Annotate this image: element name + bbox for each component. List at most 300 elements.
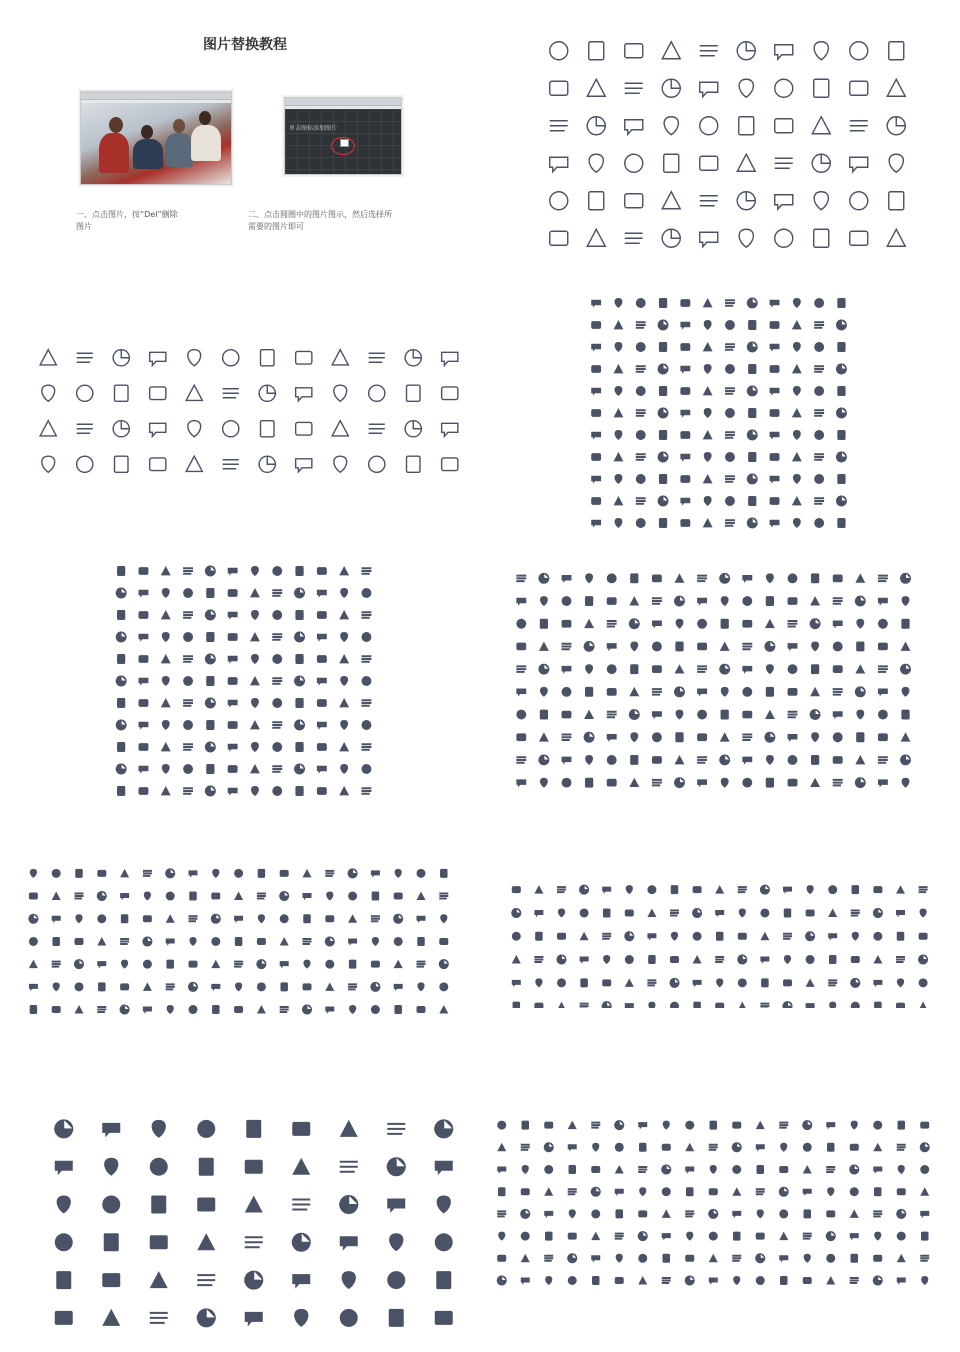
outline-large-icon — [625, 44, 643, 58]
glyph-small-a-icon — [704, 496, 712, 506]
glyph-large-icon — [104, 1158, 118, 1176]
glyph-small-e-icon — [670, 1002, 679, 1008]
glyph-small-f-icon — [497, 1211, 506, 1216]
glyph-small-b-icon — [162, 632, 170, 642]
outline-large-icon — [775, 79, 793, 97]
outline-medium-icon — [442, 458, 458, 471]
glyph-small-d-icon — [212, 869, 219, 878]
glyph-small-c-icon — [652, 780, 662, 786]
glyph-small-a-icon — [680, 431, 690, 439]
glyph-large-icon — [387, 1199, 405, 1214]
glyph-small-a-icon — [659, 298, 667, 308]
glyph-small-a-icon — [725, 320, 735, 330]
glyph-small-b-icon — [317, 590, 327, 598]
glyph-small-b-icon — [228, 656, 238, 664]
step1-caption: 一、点击图片，按“Del”删除图片 — [76, 210, 178, 231]
glyph-small-c-icon — [585, 664, 593, 674]
glyph-small-d-icon — [75, 938, 84, 945]
glyph-small-a-icon — [591, 497, 601, 505]
glyph-small-a-icon — [680, 299, 690, 307]
glyph-small-f-icon — [568, 1254, 577, 1263]
glyph-small-d-icon — [348, 914, 357, 923]
glyph-small-a-icon — [836, 364, 846, 374]
glyph-small-b-icon — [295, 632, 305, 642]
glyph-small-b-icon — [228, 700, 238, 708]
glyph-small-c-icon — [788, 597, 798, 605]
screenshot-photo-example — [80, 91, 232, 185]
glyph-small-d-icon — [29, 984, 38, 991]
glyph-small-f-icon — [756, 1233, 765, 1240]
glyph-small-b-icon — [339, 566, 349, 575]
glyph-small-a-icon — [703, 430, 713, 439]
glyph-small-f-icon — [779, 1187, 788, 1196]
glyph-small-d-icon — [166, 960, 174, 969]
glyph-small-f-icon — [685, 1276, 694, 1285]
glyph-small-f-icon — [804, 1254, 811, 1263]
outline-medium-icon — [369, 353, 385, 362]
glyph-large-icon — [102, 1273, 120, 1287]
glyph-small-d-icon — [166, 938, 175, 945]
glyph-small-c-icon — [765, 710, 775, 719]
outline-medium-icon — [40, 350, 56, 365]
glyph-small-c-icon — [766, 573, 774, 583]
glyph-small-a-icon — [636, 366, 646, 372]
glyph-small-e-icon — [693, 1002, 701, 1008]
outline-large-icon — [700, 196, 718, 206]
outline-large-icon — [887, 229, 905, 246]
glyph-small-a-icon — [680, 343, 690, 351]
glyph-small-a-icon — [837, 298, 845, 308]
glyph-small-b-icon — [116, 720, 126, 730]
glyph-small-c-icon — [788, 573, 798, 583]
glyph-small-f-icon — [662, 1233, 671, 1240]
glyph-small-f-icon — [826, 1167, 835, 1172]
outline-medium-icon — [369, 456, 385, 472]
glyph-small-d-icon — [120, 869, 129, 878]
glyph-small-d-icon — [325, 982, 334, 991]
glyph-small-c-icon — [855, 596, 865, 606]
glyph-small-d-icon — [417, 892, 426, 901]
glyph-small-f-icon — [709, 1278, 718, 1285]
glyph-small-b-icon — [205, 610, 215, 620]
glyph-small-f-icon — [638, 1232, 647, 1241]
glyph-small-e-icon — [513, 1002, 521, 1008]
glyph-small-c-icon — [516, 710, 526, 720]
glyph-small-c-icon — [697, 598, 707, 606]
glyph-small-e-icon — [738, 1002, 747, 1008]
glyph-small-c-icon — [742, 687, 752, 697]
glyph-small-c-icon — [697, 757, 707, 763]
glyph-small-c-icon — [607, 573, 617, 583]
glyph-small-f-icon — [897, 1232, 906, 1241]
glyph-large-icon — [292, 1233, 310, 1251]
glyph-small-f-icon — [591, 1123, 600, 1128]
glyph-small-b-icon — [117, 786, 125, 796]
glyph-small-a-icon — [615, 474, 623, 484]
glyph-small-b-icon — [295, 654, 303, 664]
glyph-small-c-icon — [675, 664, 685, 673]
glyph-small-f-icon — [803, 1121, 812, 1130]
glyph-small-d-icon — [371, 1005, 380, 1014]
glyph-small-b-icon — [228, 765, 238, 773]
outline-large-icon — [850, 121, 868, 131]
glyph-small-c-icon — [742, 575, 752, 583]
icon-set-glyph-small-e — [505, 878, 935, 1008]
glyph-small-b-icon — [228, 721, 238, 729]
glyph-small-e-icon — [852, 932, 859, 941]
glyph-small-a-icon — [837, 430, 845, 440]
glyph-small-f-icon — [497, 1255, 506, 1262]
glyph-small-d-icon — [280, 914, 289, 923]
outline-medium-icon — [115, 456, 129, 472]
glyph-small-c-icon — [607, 597, 617, 605]
glyph-small-e-icon — [557, 887, 566, 892]
glyph-small-a-icon — [615, 342, 623, 352]
glyph-small-c-icon — [697, 576, 707, 582]
outline-large-icon — [550, 157, 568, 172]
outline-medium-icon — [334, 385, 347, 401]
glyph-small-a-icon — [703, 386, 713, 395]
glyph-small-c-icon — [742, 666, 752, 674]
glyph-small-d-icon — [120, 939, 129, 944]
glyph-small-d-icon — [121, 960, 128, 969]
outline-large-icon — [889, 154, 903, 172]
glyph-small-a-icon — [636, 498, 646, 504]
glyph-small-a-icon — [836, 496, 846, 506]
glyph-small-d-icon — [257, 938, 266, 945]
glyph-small-d-icon — [439, 938, 448, 945]
glyph-small-f-icon — [521, 1232, 530, 1241]
glyph-small-c-icon — [675, 573, 685, 582]
glyph-small-e-icon — [873, 932, 882, 941]
glyph-small-e-icon — [897, 978, 904, 987]
outline-large-icon — [739, 117, 754, 135]
glyph-small-f-icon — [803, 1277, 812, 1284]
glyph-small-e-icon — [625, 978, 634, 987]
glyph-small-c-icon — [765, 642, 775, 652]
glyph-small-e-icon — [512, 886, 521, 893]
glyph-small-f-icon — [568, 1189, 577, 1194]
glyph-small-c-icon — [833, 598, 843, 604]
glyph-small-e-icon — [896, 885, 905, 894]
outline-large-icon — [737, 192, 755, 210]
glyph-small-b-icon — [250, 764, 260, 773]
glyph-small-b-icon — [272, 654, 282, 664]
glyph-small-a-icon — [748, 364, 756, 374]
glyph-small-a-icon — [792, 452, 802, 461]
glyph-small-c-icon — [742, 757, 752, 765]
outline-large-icon — [589, 154, 603, 172]
glyph-small-a-icon — [636, 298, 646, 308]
glyph-small-f-icon — [709, 1188, 718, 1195]
glyph-small-c-icon — [788, 621, 798, 627]
glyph-small-b-icon — [139, 722, 149, 730]
glyph-small-d-icon — [143, 960, 152, 969]
glyph-small-f-icon — [685, 1167, 694, 1174]
glyph-small-f-icon — [779, 1166, 788, 1173]
icon-set-glyph-small-c — [510, 567, 930, 792]
glyph-small-c-icon — [562, 757, 572, 765]
glyph-small-c-icon — [607, 734, 617, 742]
glyph-small-c-icon — [584, 710, 594, 719]
glyph-small-d-icon — [440, 869, 448, 878]
glyph-small-d-icon — [439, 982, 448, 991]
glyph-small-f-icon — [779, 1209, 788, 1218]
glyph-small-c-icon — [902, 596, 910, 606]
glyph-small-e-icon — [897, 932, 905, 941]
glyph-small-c-icon — [516, 733, 526, 741]
glyph-small-d-icon — [120, 1005, 129, 1014]
glyph-small-f-icon — [733, 1232, 741, 1241]
glyph-large-icon — [151, 1196, 166, 1214]
glyph-small-c-icon — [810, 596, 820, 605]
glyph-small-f-icon — [638, 1122, 647, 1129]
glyph-small-c-icon — [697, 710, 707, 720]
glyph-small-e-icon — [851, 910, 860, 915]
glyph-small-b-icon — [295, 676, 305, 686]
outline-medium-icon — [223, 421, 239, 437]
glyph-small-b-icon — [183, 720, 193, 730]
glyph-small-a-icon — [704, 320, 712, 330]
glyph-small-f-icon — [662, 1144, 671, 1151]
glyph-small-b-icon — [362, 568, 372, 574]
glyph-small-c-icon — [540, 619, 548, 629]
glyph-small-c-icon — [652, 642, 662, 652]
glyph-small-f-icon — [826, 1254, 835, 1263]
glyph-small-f-icon — [897, 1278, 906, 1285]
glyph-small-e-icon — [580, 932, 589, 941]
glyph-small-c-icon — [811, 664, 819, 674]
glyph-small-a-icon — [725, 476, 735, 482]
icon-set-glyph-small-a — [585, 292, 855, 532]
glyph-small-a-icon — [591, 432, 601, 440]
glyph-small-c-icon — [516, 643, 526, 651]
glyph-small-e-icon — [557, 955, 566, 964]
glyph-small-f-icon — [803, 1143, 812, 1152]
glyph-small-e-icon — [715, 910, 724, 917]
glyph-small-b-icon — [317, 634, 327, 642]
glyph-small-e-icon — [670, 956, 679, 963]
glyph-large-icon — [55, 1120, 73, 1138]
glyph-small-b-icon — [317, 722, 327, 730]
glyph-small-a-icon — [814, 386, 824, 396]
glyph-small-a-icon — [680, 519, 690, 527]
glyph-small-f-icon — [638, 1276, 647, 1285]
glyph-small-f-icon — [709, 1145, 718, 1150]
glyph-small-f-icon — [827, 1187, 834, 1196]
glyph-small-b-icon — [272, 678, 282, 684]
glyph-small-c-icon — [562, 687, 572, 697]
glyph-small-f-icon — [544, 1143, 553, 1152]
outline-large-icon — [587, 79, 605, 96]
glyph-small-a-icon — [680, 454, 690, 462]
glyph-small-b-icon — [161, 698, 171, 707]
glyph-small-b-icon — [228, 633, 238, 641]
glyph-small-e-icon — [920, 908, 927, 917]
glyph-small-a-icon — [636, 454, 646, 460]
glyph-small-b-icon — [183, 788, 193, 794]
glyph-small-d-icon — [53, 982, 60, 991]
glyph-small-a-icon — [636, 386, 646, 396]
glyph-small-e-icon — [558, 908, 565, 917]
glyph-small-c-icon — [675, 596, 685, 606]
glyph-small-c-icon — [630, 642, 638, 652]
glyph-small-a-icon — [591, 453, 601, 461]
glyph-small-c-icon — [539, 573, 549, 583]
glyph-small-b-icon — [362, 744, 372, 750]
glyph-small-b-icon — [206, 632, 214, 642]
glyph-small-e-icon — [670, 910, 679, 915]
glyph-small-c-icon — [629, 687, 639, 696]
outline-large-icon — [775, 158, 793, 168]
glyph-small-a-icon — [614, 320, 624, 329]
glyph-small-a-icon — [792, 320, 802, 329]
glyph-small-e-icon — [534, 910, 543, 917]
glyph-small-c-icon — [856, 710, 864, 720]
glyph-small-b-icon — [317, 611, 327, 619]
glyph-small-b-icon — [295, 698, 303, 708]
glyph-small-c-icon — [742, 735, 752, 741]
glyph-small-d-icon — [30, 1005, 38, 1014]
glyph-small-a-icon — [636, 410, 646, 416]
glyph-small-a-icon — [793, 298, 801, 308]
glyph-small-f-icon — [732, 1165, 741, 1174]
glyph-large-icon — [199, 1158, 214, 1176]
glyph-small-c-icon — [697, 733, 707, 741]
glyph-small-f-icon — [497, 1276, 506, 1285]
glyph-small-e-icon — [760, 908, 769, 917]
glyph-small-a-icon — [725, 496, 735, 506]
glyph-small-d-icon — [440, 914, 447, 923]
glyph-small-a-icon — [591, 520, 601, 528]
glyph-small-a-icon — [814, 498, 824, 504]
glyph-small-b-icon — [340, 632, 348, 642]
insert-picture-icon[interactable] — [340, 139, 349, 147]
glyph-small-e-icon — [761, 978, 769, 987]
glyph-small-a-icon — [814, 454, 824, 460]
glyph-small-a-icon — [748, 452, 756, 462]
glyph-small-c-icon — [539, 732, 549, 741]
glyph-small-e-icon — [647, 908, 656, 917]
glyph-small-f-icon — [497, 1167, 506, 1174]
glyph-small-e-icon — [625, 1003, 634, 1008]
glyph-small-d-icon — [372, 937, 379, 946]
glyph-small-e-icon — [671, 932, 678, 941]
glyph-small-e-icon — [829, 1002, 836, 1008]
glyph-small-b-icon — [183, 568, 193, 574]
glyph-large-icon — [387, 1158, 405, 1176]
glyph-small-b-icon — [317, 699, 327, 707]
glyph-small-f-icon — [873, 1143, 882, 1152]
glyph-small-d-icon — [52, 892, 61, 901]
glyph-small-b-icon — [139, 634, 149, 642]
glyph-small-c-icon — [629, 710, 639, 720]
glyph-small-b-icon — [205, 698, 215, 708]
glyph-small-c-icon — [652, 732, 662, 742]
glyph-small-c-icon — [516, 757, 526, 763]
glyph-small-a-icon — [614, 496, 624, 505]
glyph-small-e-icon — [603, 955, 610, 964]
glyph-small-d-icon — [371, 982, 380, 991]
glyph-small-f-icon — [874, 1187, 882, 1196]
glyph-small-d-icon — [280, 961, 289, 968]
glyph-small-b-icon — [117, 742, 125, 752]
image-placeholder[interactable] — [285, 109, 401, 174]
glyph-small-c-icon — [788, 643, 798, 651]
glyph-small-a-icon — [792, 496, 802, 505]
glyph-small-c-icon — [539, 642, 549, 651]
glyph-large-icon — [56, 1271, 71, 1289]
glyph-small-a-icon — [636, 474, 646, 484]
outline-medium-icon — [296, 459, 312, 472]
outline-medium-icon — [407, 456, 421, 472]
glyph-small-d-icon — [280, 892, 289, 901]
glyph-small-a-icon — [725, 408, 735, 418]
glyph-small-f-icon — [732, 1211, 741, 1218]
glyph-small-a-icon — [591, 388, 601, 396]
glyph-small-a-icon — [658, 408, 668, 418]
glyph-small-b-icon — [272, 566, 282, 576]
glyph-small-d-icon — [326, 892, 333, 901]
glyph-small-f-icon — [615, 1277, 624, 1284]
outline-large-icon — [775, 195, 793, 210]
glyph-large-icon — [437, 1196, 451, 1214]
glyph-small-b-icon — [295, 786, 303, 796]
glyph-small-a-icon — [591, 365, 601, 373]
glyph-small-a-icon — [836, 408, 846, 418]
glyph-small-f-icon — [920, 1143, 929, 1152]
glyph-small-c-icon — [675, 732, 683, 742]
glyph-small-e-icon — [806, 909, 815, 916]
outline-large-icon — [625, 120, 643, 135]
outline-medium-icon — [42, 385, 55, 401]
glyph-large-icon — [340, 1236, 358, 1251]
glyph-small-d-icon — [303, 939, 312, 944]
glyph-small-f-icon — [685, 1211, 694, 1216]
glyph-small-b-icon — [295, 610, 303, 620]
glyph-small-b-icon — [139, 699, 149, 707]
glyph-small-f-icon — [709, 1232, 718, 1241]
outline-large-icon — [700, 156, 718, 170]
glyph-small-a-icon — [636, 518, 646, 528]
glyph-small-c-icon — [878, 643, 888, 651]
glyph-small-c-icon — [901, 642, 911, 651]
glyph-small-d-icon — [166, 914, 175, 923]
glyph-small-f-icon — [638, 1210, 647, 1217]
glyph-small-a-icon — [614, 452, 624, 461]
glyph-small-a-icon — [814, 322, 824, 328]
glyph-small-c-icon — [629, 619, 639, 629]
glyph-small-f-icon — [544, 1211, 553, 1218]
glyph-small-e-icon — [784, 955, 791, 964]
glyph-small-c-icon — [721, 710, 729, 720]
glyph-small-f-icon — [709, 1209, 718, 1218]
glyph-small-e-icon — [715, 885, 724, 894]
glyph-small-c-icon — [811, 732, 819, 742]
outline-medium-icon — [150, 423, 166, 436]
glyph-small-c-icon — [675, 778, 685, 788]
glyph-small-d-icon — [188, 982, 197, 991]
glyph-small-d-icon — [234, 892, 243, 901]
glyph-small-e-icon — [760, 885, 769, 894]
glyph-small-c-icon — [901, 664, 911, 674]
glyph-small-e-icon — [807, 885, 814, 894]
glyph-small-b-icon — [162, 720, 170, 730]
glyph-small-f-icon — [544, 1122, 553, 1129]
outline-large-icon — [814, 42, 828, 60]
glyph-small-b-icon — [206, 720, 214, 730]
glyph-small-f-icon — [756, 1276, 765, 1285]
